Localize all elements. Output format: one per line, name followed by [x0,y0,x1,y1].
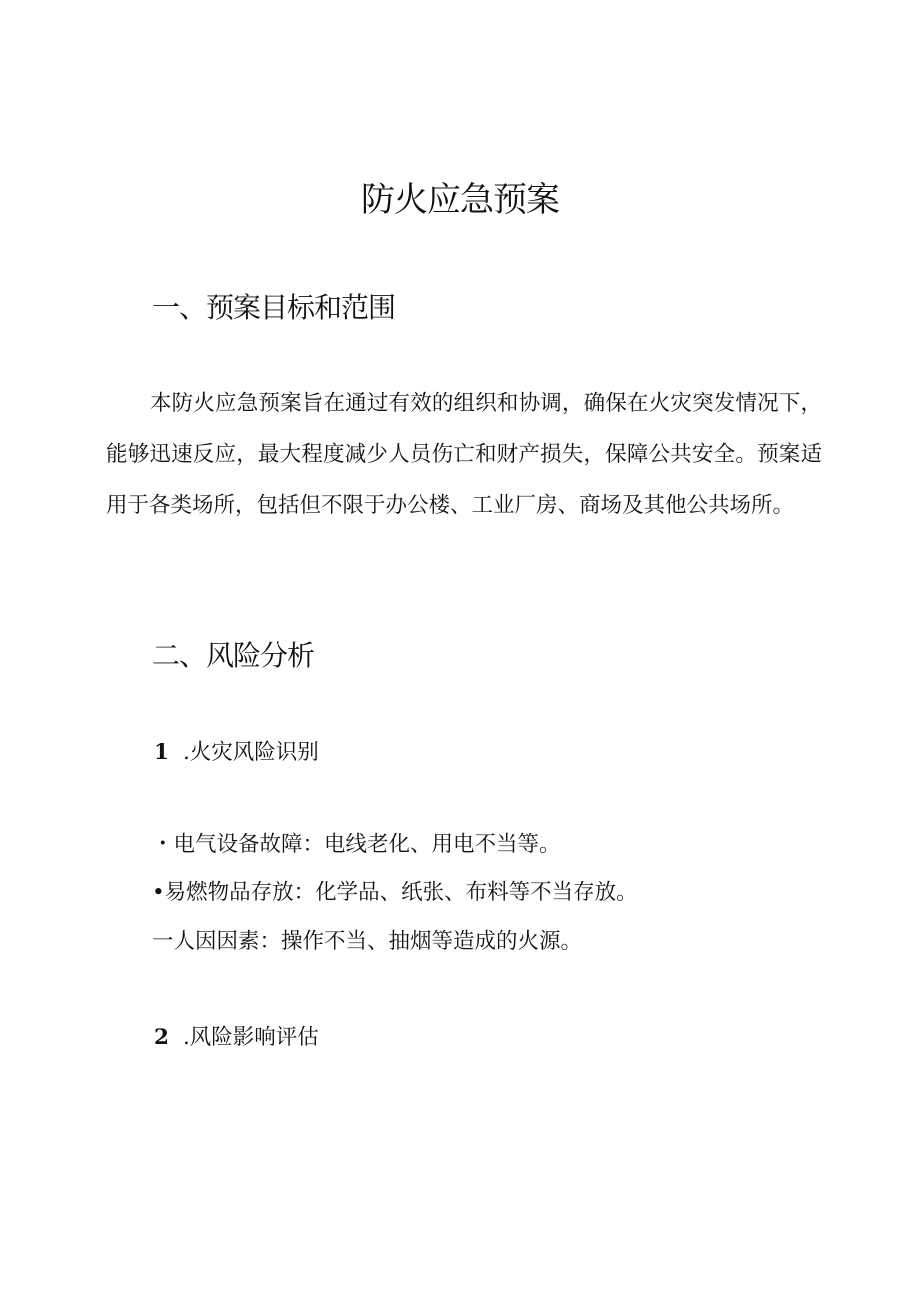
subsection-heading-fire-risk-identification [154,737,319,769]
section-heading-goals-scope: 一、预案目标和范围 [152,291,396,324]
subsection-title: .火灾风险识别 [182,740,319,765]
section-heading-risk-analysis: 二、风险分析 [152,639,315,672]
subsection-number: 2 [154,1025,169,1050]
subsection-title: .风险影响评估 [182,1025,319,1050]
section-paragraph-goals-scope: 本防火应急预案旨在通过有效的组织和协调，确保在火灾突发情况下，能够迅速反应，最大程度减少人员伤亡和财产损失，保障公共安全。预案适用于各类场所，包括但不限于办公楼、工业厂房、商场及其他公共场所。 [106,391,822,518]
list-item-electrical-fault: ・电气设备故障：电线老化、用电不当等。 [152,832,561,857]
subsection-heading-risk-impact-assessment [154,1022,319,1054]
list-item-flammable-storage: •易燃物品存放：化学品、纸张、布料等不当存放。 [152,880,638,905]
document-title: 防火应急预案 [361,180,559,220]
subsection-number: 1 [154,740,169,765]
list-item-human-factors: 一人因因素：操作不当、抽烟等造成的火源。 [152,929,583,954]
